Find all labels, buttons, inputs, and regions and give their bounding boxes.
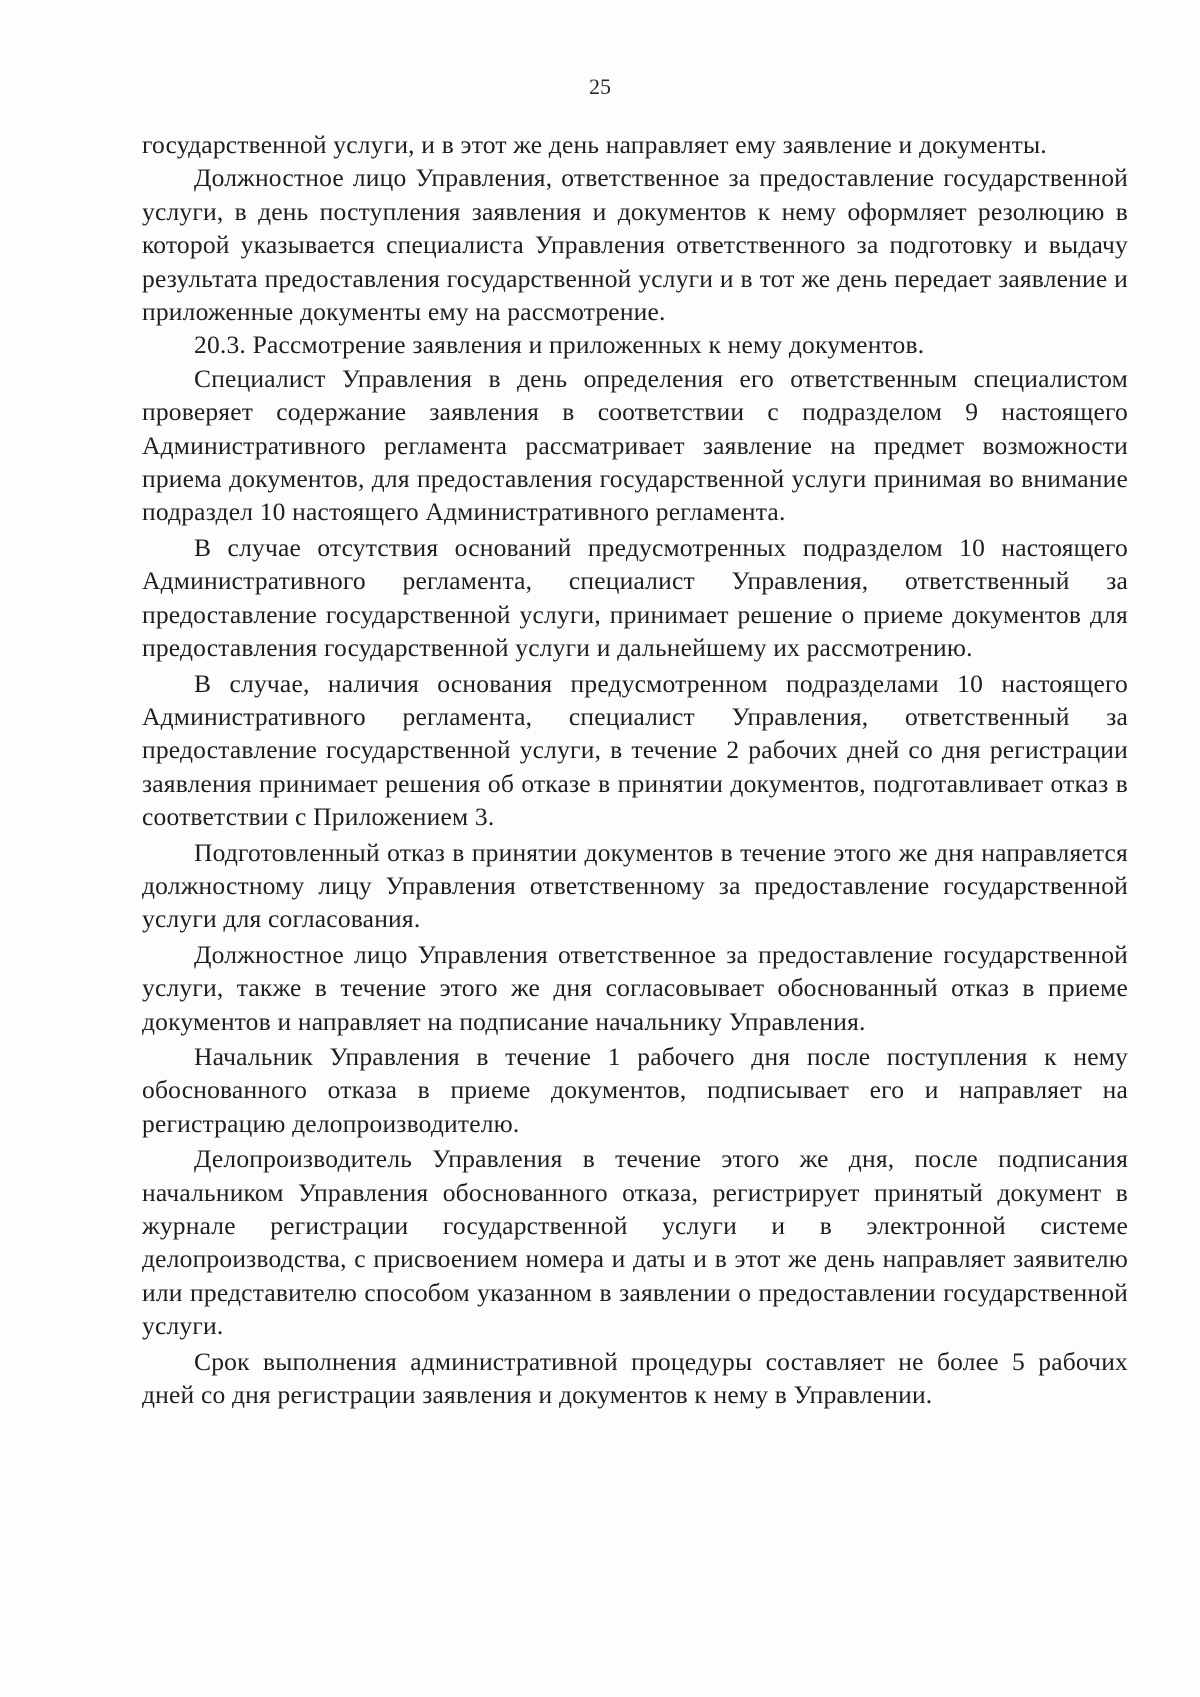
section-heading: 20.3. Рассмотрение заявления и приложенных к нему документов. xyxy=(194,330,925,360)
paragraph: Срок выполнения административной процедуры составляет не более 5 рабочих дней со дня регистрации заявления и документов к нему в Управлении. xyxy=(142,1346,1128,1410)
paragraph: Специалист Управления в день определения его ответственным специалистом проверяет содержание заявления в соответствии с подразделом 9 настоящего Административного регламента рассматривает заявление на предмет возможности приема документов, для предоставления государственной услуги принимая во внимание подраздел 10 настоящего Административного регламента. xyxy=(142,363,1128,527)
paragraph: Делопроизводитель Управления в течение этого же дня, после подписания начальником Управления обоснованного отказа, регистрирует принятый документ в журнале регистрации государственной услуги и в электронной системе делопроизводства, с присвоением номера и даты и в этот же день направляет заявителю или представителю способом указанном в заявлении о предоставлении государственной услуги. xyxy=(142,1144,1128,1341)
paragraph: Должностное лицо Управления ответственное за предоставление государственной услуги, также в течение этого же дня согласовывает обоснованный отказ в приеме документов и направляет на подписание начальнику Управления. xyxy=(142,939,1128,1036)
document-body xyxy=(142,128,1128,1411)
paragraph: В случае отсутствия оснований предусмотренных подразделом 10 настоящего Административного регламента, специалист Управления, ответственный за предоставление государственной услуги, принимает решение о приеме документов для предоставления государственной услуги и дальнейшему их рассмотрению. xyxy=(142,532,1128,663)
paragraph: государственной услуги, и в этот же день направляет ему заявление и документы. xyxy=(142,130,1047,159)
paragraph: Начальник Управления в течение 1 рабочего дня после поступления к нему обоснованного отказа в приеме документов, подписывает его и направляет на регистрацию делопроизводителю. xyxy=(142,1041,1128,1138)
paragraph: В случае, наличия основания предусмотренном подразделами 10 настоящего Административного регламента, специалист Управления, ответственный за предоставление государственной услуги, в течение 2 рабочих дней со дня регистрации заявления принимает решения об отказе в принятии документов, подготавливает отказ в соответствии с Приложением 3. xyxy=(142,668,1128,832)
page-number: 25 xyxy=(589,74,611,99)
paragraph: Должностное лицо Управления, ответственное за предоставление государственной услуги, в день поступления заявления и документов к нему оформляет резолюцию в которой указывается специалиста Управления ответственного за подготовку и выдачу результата предоставления государственной услуги и в тот же день передает заявление и приложенные документы ему на рассмотрение. xyxy=(142,163,1128,327)
paragraph: Подготовленный отказ в принятии документов в течение этого же дня направляется должностному лицу Управления ответственному за предоставление государственной услуги для согласования. xyxy=(142,837,1128,934)
